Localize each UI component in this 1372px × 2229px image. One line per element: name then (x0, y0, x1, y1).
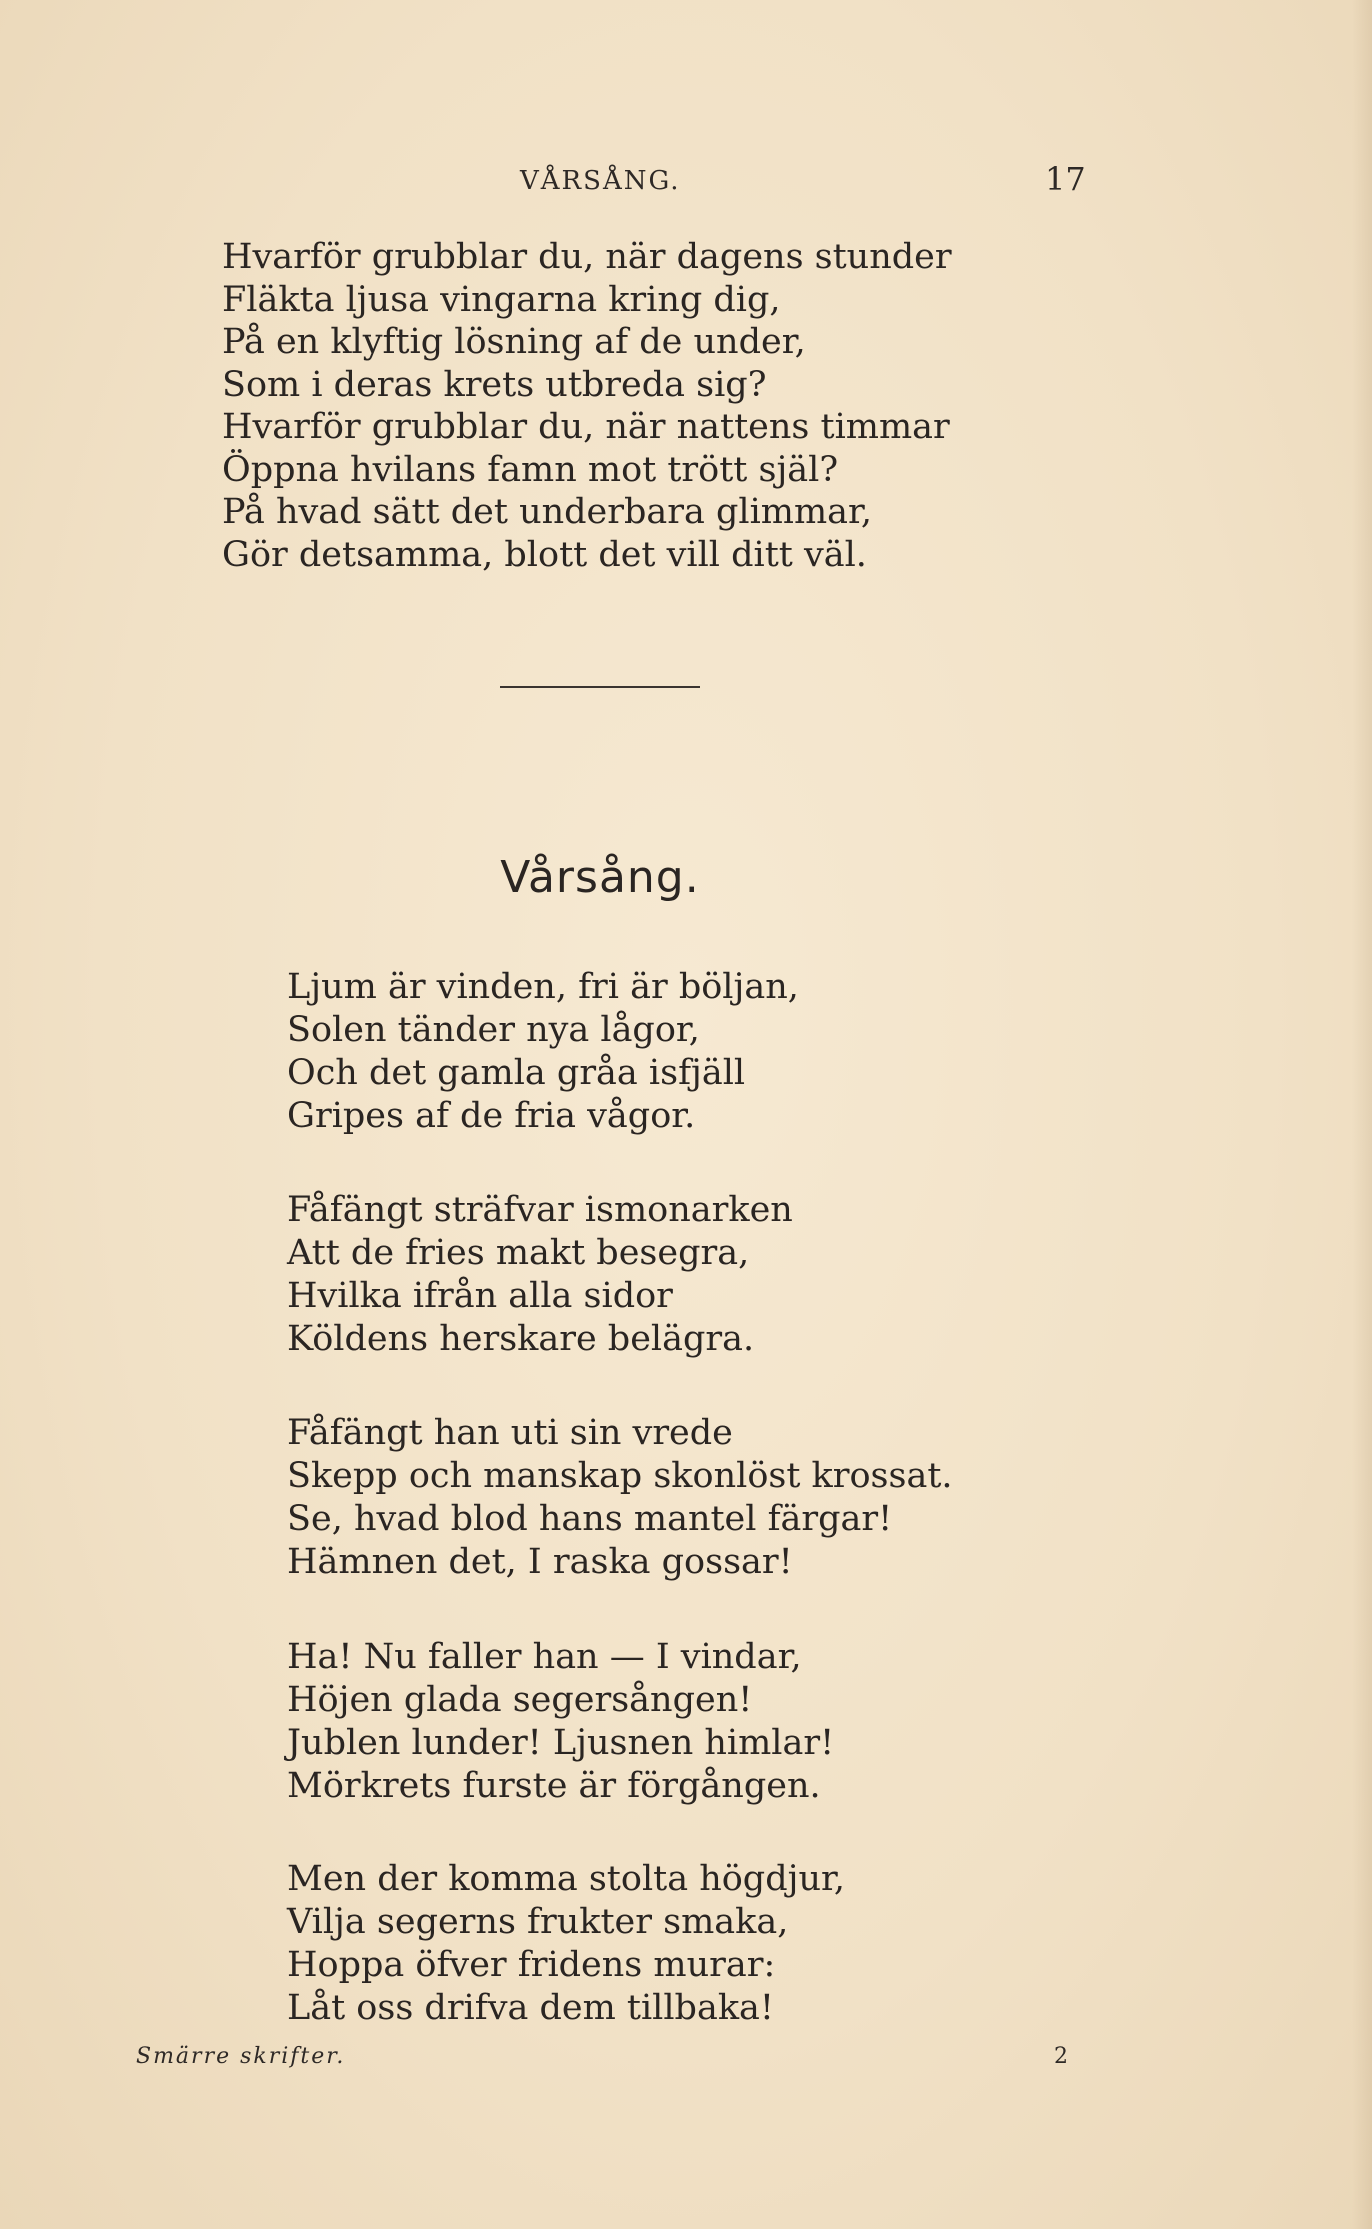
verse-line: Som i deras krets utbreda sig? (222, 364, 767, 405)
page-footer (0, 2040, 1372, 2080)
stanza-line: Fåfängt sträfvar ismonarken (287, 1190, 793, 1230)
stanza-line: Se, hvad blod hans mantel färgar! (287, 1499, 893, 1539)
stanza-line: Ljum är vinden, fri är böljan, (287, 967, 799, 1007)
verse-line: Hvarför grubblar du, när nattens timmar (222, 407, 950, 447)
stanza-3 (287, 1412, 953, 1584)
stanza-line: Hvilka ifrån alla sidor (287, 1276, 673, 1316)
stanza-line: Men der komma stolta högdjur, (287, 1859, 846, 1899)
running-head: VÅRSÅNG. (520, 166, 681, 196)
stanza-line: Höjen glada segersången! (287, 1680, 753, 1720)
page-edge-shadow (1352, 0, 1372, 2229)
page-header (0, 160, 1372, 200)
verse-line: Fläkta ljusa vingarna kring dig, (222, 279, 781, 320)
stanza-line: Ha! Nu faller han — I vindar, (287, 1637, 802, 1677)
verse-line: På hvad sätt det underbara glimmar, (222, 492, 873, 532)
stanza-line: Fåfängt han uti sin vrede (287, 1413, 733, 1453)
verse-line: Öppna hvilans famn mot trött själ? (222, 449, 839, 490)
stanza-line: Att de fries makt besegra, (287, 1233, 750, 1273)
stanza-4 (287, 1636, 834, 1808)
stanza-line: Mörkrets furste är förgången. (287, 1766, 821, 1806)
verse-line: Gör detsamma, blott det vill ditt väl. (222, 534, 867, 575)
verse-line: På en klyftig lösning af de under, (222, 322, 806, 362)
stanza-line: Solen tänder nya lågor, (287, 1010, 700, 1050)
stanza-line: Låt oss drifva dem tillbaka! (287, 1988, 774, 2028)
signature-number: 2 (1054, 2044, 1068, 2069)
stanza-line: Gripes af de fria vågor. (287, 1096, 696, 1136)
stanza-line: Hämnen det, I raska gossar! (287, 1542, 793, 1582)
verse-line: Hvarför grubblar du, när dagens stunder (222, 237, 952, 277)
signature-mark: Smärre skrifter. (136, 2044, 346, 2069)
section-divider (500, 686, 700, 688)
stanza-line: Vilja segerns frukter smaka, (287, 1902, 789, 1942)
page-number: 17 (1045, 160, 1086, 198)
poem-title: Vårsång. (500, 852, 700, 903)
stanza-line: Och det gamla gråa isfjäll (287, 1053, 746, 1093)
intro-verse (222, 236, 952, 576)
stanza-line: Köldens herskare belägra. (287, 1319, 755, 1359)
stanza-1 (287, 966, 799, 1138)
stanza-line: Skepp och manskap skonlöst krossat. (287, 1456, 953, 1496)
stanza-line: Jublen lunder! Ljusnen himlar! (287, 1723, 835, 1763)
stanza-line: Hoppa öfver fridens murar: (287, 1945, 776, 1985)
stanza-2 (287, 1189, 793, 1361)
stanza-5 (287, 1858, 845, 2030)
